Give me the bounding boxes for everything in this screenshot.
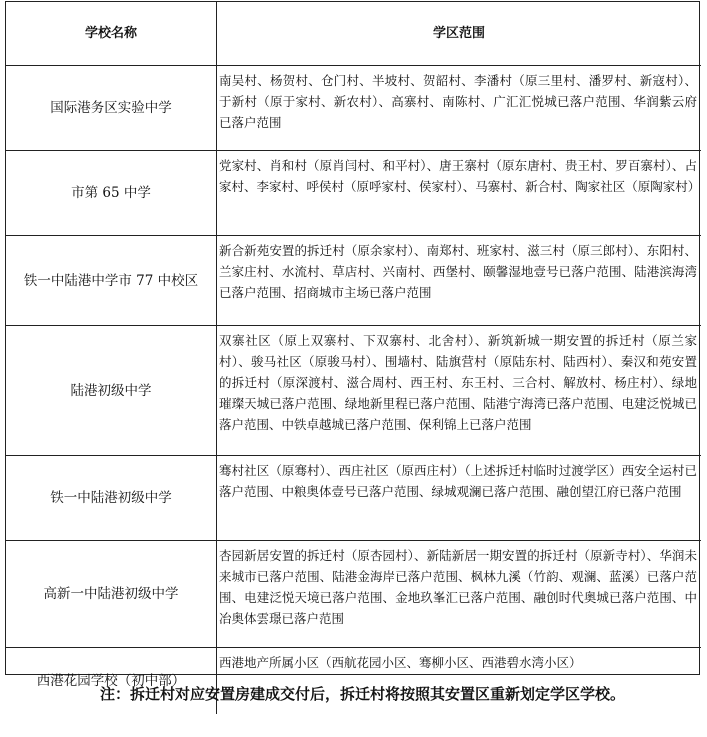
row-3-school: 铁一中陆港中学市 77 中校区 — [6, 236, 217, 326]
row-5-range: 骞村社区（原骞村）、西庄社区（原西庄村）（上述拆迁村临时过渡学区）西安全运村已落户范围、中粮奥体壹号已落户范围、绿城观澜已落户范围、融创望江府已落户范围 — [217, 456, 701, 541]
header-school-name: 学校名称 — [6, 2, 217, 66]
row-6-school: 高新一中陆港初级中学 — [6, 541, 217, 648]
header-school-district: 学区范围 — [217, 2, 701, 66]
row-4-range: 双寨社区（原上双寨村、下双寨村、北舍村）、新筑新城一期安置的拆迁村（原兰家村）、骏马社区（原骏马村）、围墙村、陆旗营村（原陆东村、陆西村）、秦汉和苑安置的拆迁村（原深渡村、滋合周村、西王村、东王村、三合村、解放村、杨庄村）、绿地璀璨天城已落户范围、绿地新里程已落户范围、陆港宁海湾已落户范围、电建泛悦城已落户范围、中铁卓越城已落户范围、保利锦上已落户范围 — [217, 326, 701, 456]
row-7-range: 西港地产所属小区（西航花园小区、骞柳小区、西港碧水湾小区） — [219, 655, 582, 670]
row-7-school: 西港花园学校（初中部） — [6, 648, 217, 714]
row-6-range: 杏园新居安置的拆迁村（原杏园村）、新陆新居一期安置的拆迁村（原新寺村）、华润未来城市已落户范围、陆港金海岸已落户范围、枫林九溪（竹韵、观澜、蓝溪）已落户范围、电建泛悦天境已落户范围、金地玖峯汇已落户范围、融创时代奥城已落户范围、中冶奥体雲璟已落户范围 — [217, 541, 701, 648]
row-2-range: 党家村、肖和村（原肖闫村、和平村）、唐王寨村（原东唐村、贵王村、罗百寨村）、占家村、李家村、呼侯村（原呼家村、侯家村）、马寨村、新合村、陶家社区（原陶家村） — [217, 151, 701, 236]
row-1-school: 国际港务区实验中学 — [6, 66, 217, 151]
school-district-table — [5, 1, 701, 689]
row-4-school: 陆港初级中学 — [6, 326, 217, 456]
row-2-school: 市第 65 中学 — [6, 151, 217, 236]
row-1-range: 南吴村、杨贺村、仓门村、半坡村、贺韶村、李潘村（原三里村、潘罗村、新寇村）、于新村（原于家村、新农村）、高寨村、南陈村、广汇汇悦城已落户范围、华润紫云府已落户范围 — [217, 66, 701, 151]
footnote: 注：拆迁村对应安置房建成交付后，拆迁村将按照其安置区重新划定学区学校。 — [100, 685, 626, 703]
row-3-range: 新合新苑安置的拆迁村（原余家村）、南郑村、班家村、滋三村（原三郎村）、东阳村、兰家庄村、水流村、草店村、兴南村、西堡村、颐馨湿地壹号已落户范围、陆港滨海湾已落户范围、招商城市主场已落户范围 — [217, 236, 701, 326]
row-5-school: 铁一中陆港初级中学 — [6, 456, 217, 541]
